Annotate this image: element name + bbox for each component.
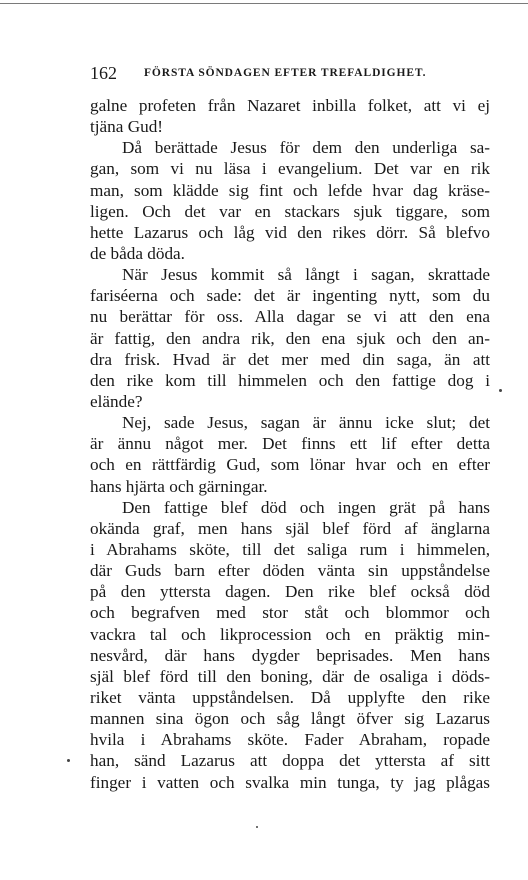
paragraph-first-line: Nej, sade Jesus, sagan är ännu icke slut; det <box>122 413 490 433</box>
text-line: är ännu något mer. Det finns ett lif efter detta <box>90 434 490 454</box>
text-line: fariséerna och sade: det är ingenting nytt, som du <box>90 286 490 306</box>
print-speck <box>256 826 258 828</box>
text-line: hette Lazarus och låg vid den rikes dörr. Så blefvo <box>90 222 490 242</box>
text-line: den rike kom till himmelen och den fattige dog i <box>90 370 490 390</box>
text-line: vackra tal och likprocession och en präktig min- <box>90 624 490 644</box>
text-line: elände? <box>90 391 143 411</box>
paragraph-first-line: När Jesus kommit så långt i sagan, skrattade <box>122 265 490 285</box>
paragraph-first-line: Den fattige blef död och ingen grät på hans <box>122 497 490 517</box>
text-line: man, som klädde sig fint och lefde hvar dag kräse- <box>90 180 490 200</box>
text-line: där Guds barn efter döden vänta sin uppståndelse <box>90 561 490 581</box>
page-header <box>90 63 450 83</box>
text-line: dra frisk. Hvad är det mer med din saga, än att <box>90 349 490 369</box>
text-line: gan, som vi nu läsa i evangelium. Det var en rik <box>90 159 490 179</box>
text-line: ligen. Och det var en stackars sjuk tiggare, som <box>90 201 490 221</box>
page-number: 162 <box>90 63 117 83</box>
text-line: hvila i Abrahams sköte. Fader Abraham, ropade <box>90 730 490 750</box>
text-line: och en rättfärdig Gud, som lönar hvar och en efter <box>90 455 490 475</box>
text-line: riket vänta uppståndelsen. Då upplyfte den rike <box>90 687 490 707</box>
text-line: galne profeten från Nazaret inbilla folket, att vi ej <box>90 96 490 115</box>
text-line: mannen sina ögon och såg långt öfver sig Lazarus <box>90 709 490 729</box>
paragraph-first-line: Då berättade Jesus för dem den underliga sa- <box>122 138 490 158</box>
text-line: finger i vatten och svalka min tunga, ty jag plågas <box>90 772 490 792</box>
text-line: okända graf, men hans själ blef förd af änglarna <box>90 518 490 538</box>
text-line: han, sänd Lazarus att doppa det yttersta af sitt <box>90 751 490 771</box>
text-line: tjäna Gud! <box>90 117 164 137</box>
text-line: de båda döda. <box>90 243 185 263</box>
print-speck <box>67 759 70 762</box>
top-edge-rule <box>0 3 528 4</box>
text-line: själ blef förd till den boning, där de osaliga i döds- <box>90 666 490 686</box>
text-line: nu berättar för oss. Alla dagar se vi att den ena <box>90 307 490 327</box>
print-speck <box>499 389 502 392</box>
text-line: och begrafven med stor ståt och blommor och <box>90 603 490 623</box>
text-line: är fattig, den andra rik, den ena sjuk och den an- <box>90 328 490 348</box>
text-line: nesvård, där hans dygder beprisades. Men hans <box>90 645 490 665</box>
body-text <box>90 95 490 793</box>
text-line: på den yttersta dagen. Den rike blef också död <box>90 582 490 602</box>
text-line: hans hjärta och gärningar. <box>90 476 268 496</box>
text-line: i Abrahams sköte, till det saliga rum i himmelen, <box>90 539 490 559</box>
running-title: FÖRSTA SÖNDAGEN EFTER TREFALDIGHET. <box>144 67 427 79</box>
